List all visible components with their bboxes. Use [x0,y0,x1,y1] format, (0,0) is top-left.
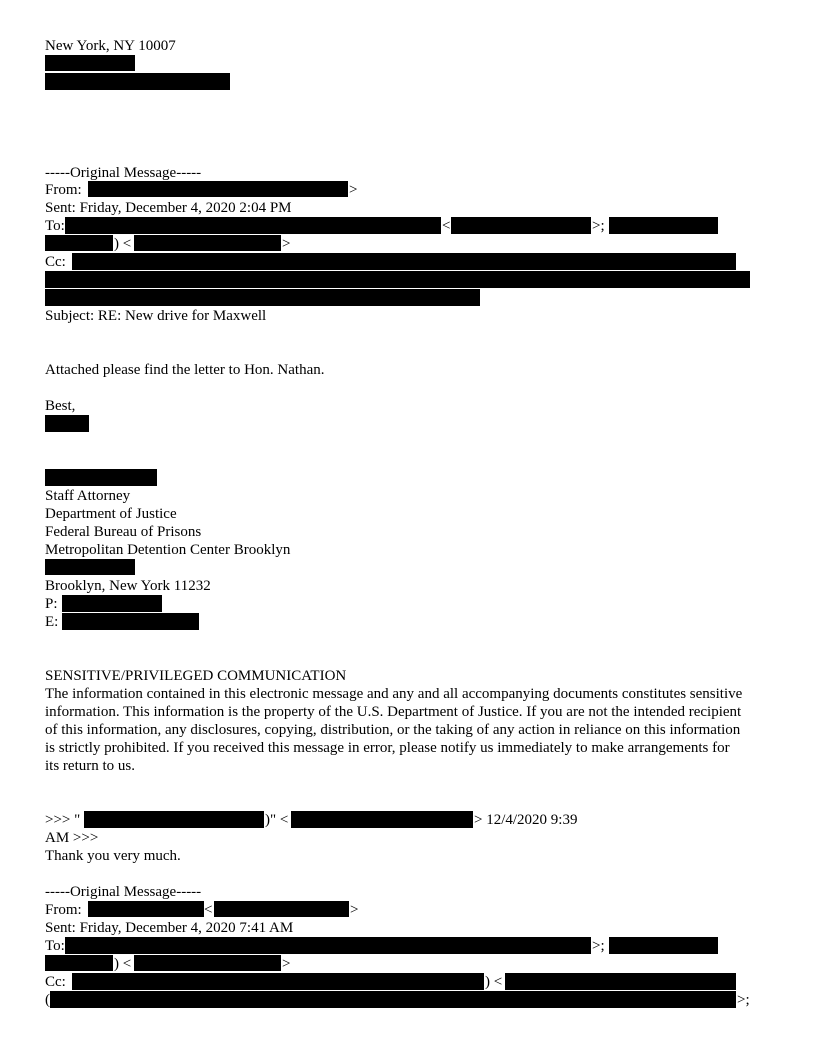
redaction-block [45,55,135,71]
angle-bracket: > [350,902,359,918]
separator: ) < [114,956,132,972]
reply-body: Thank you very much. [45,848,181,864]
redaction-block [451,217,591,234]
signature-facility: Metropolitan Detention Center Brooklyn [45,542,291,558]
to-label: To: [45,938,65,954]
address-line: New York, NY 10007 [45,38,176,54]
separator: >; [737,992,750,1008]
redaction-block [45,955,113,971]
separator: ) < [114,236,132,252]
signature-title: Staff Attorney [45,488,131,504]
from-label: From: [45,182,82,198]
signature-city: Brooklyn, New York 11232 [45,578,211,594]
redaction-block [45,469,157,486]
from-label: From: [45,902,82,918]
redaction-block [62,595,162,612]
angle-bracket: > [282,956,291,972]
closing: Best, [45,398,76,414]
redaction-block [45,559,135,575]
message-body: Attached please find the letter to Hon. Nathan. [45,362,325,378]
redaction-block [134,955,281,971]
email-label: E: [45,614,59,630]
cc-label: Cc: [45,974,66,990]
redaction-block [291,811,473,828]
reply-mid: )" < [265,812,289,828]
to-label: To: [45,218,65,234]
sent-line: Sent: Friday, December 4, 2020 7:41 AM [45,920,294,936]
redaction-block [65,937,591,954]
redaction-block [84,811,264,828]
angle-bracket: > [282,236,291,252]
signature-bureau: Federal Bureau of Prisons [45,524,202,540]
cc-label: Cc: [45,254,66,270]
original-message-divider: -----Original Message----- [45,884,202,900]
reply-time: AM >>> [45,830,99,846]
redaction-block [609,937,718,954]
redaction-block [134,235,281,251]
redaction-block [62,613,199,630]
separator: ) < [485,974,503,990]
paren: ( [45,992,50,1008]
signature-dept: Department of Justice [45,506,177,522]
redaction-block [45,415,89,432]
original-message-divider: -----Original Message----- [45,165,202,181]
redaction-block [88,901,204,917]
redaction-block [72,253,736,270]
redaction-block [50,991,736,1008]
redaction-block [45,73,230,90]
phone-label: P: [45,596,58,612]
separator: >; [592,938,605,954]
subject-line: Subject: RE: New drive for Maxwell [45,308,267,324]
notice-heading: SENSITIVE/PRIVILEGED COMMUNICATION [45,668,347,684]
notice-text: The information contained in this electronic message and any and all accompanying documents constitutes sensitive information. This information is the property of the U.S. Department of Justice. If you are not the intended recipient of this information, any disclosures, copying, distribution, or the taking of any action in reliance on this information is strictly prohibited. If you received this message in error, please notify us immediately to make arrangements for its return to us. [45,686,743,774]
angle-bracket: < [204,902,213,918]
reply-prefix: >>> " [45,812,81,828]
reply-date: > 12/4/2020 9:39 [474,812,578,828]
redaction-block [72,973,484,990]
redaction-block [45,235,113,251]
redaction-block [505,973,736,990]
angle-bracket: > [349,182,358,198]
separator: >; [592,218,605,234]
redaction-block [88,181,348,197]
sent-line: Sent: Friday, December 4, 2020 2:04 PM [45,200,292,216]
redaction-block [214,901,349,917]
redaction-block [65,217,441,234]
redaction-block [45,271,750,288]
redaction-block [45,289,480,306]
redaction-block [609,217,718,234]
angle-bracket: < [442,218,451,234]
